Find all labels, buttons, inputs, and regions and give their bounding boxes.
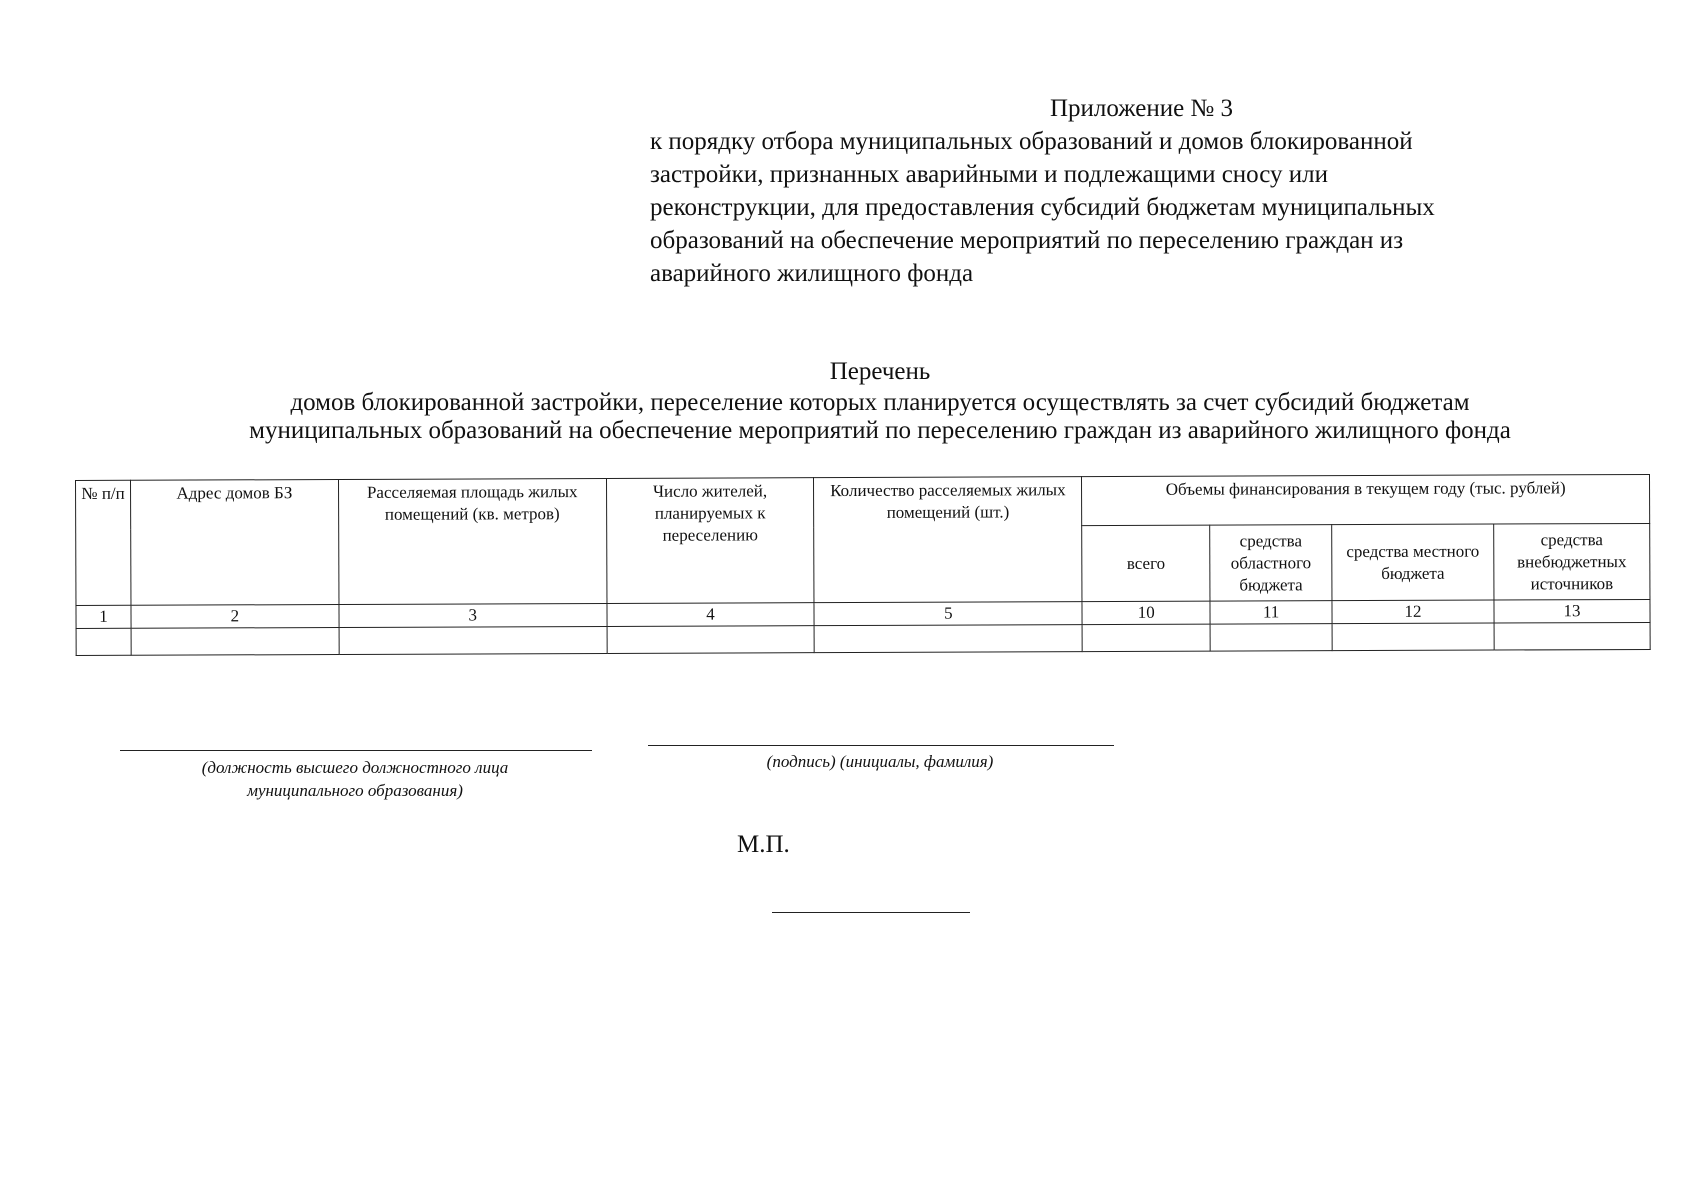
table-cell <box>339 626 607 654</box>
list-subtitle-line-2: муниципальных образований на обеспечение мероприятий по переселению граждан из аварийного жилищного фонда <box>249 417 1511 444</box>
table-cell <box>1210 624 1332 651</box>
table-header-row <box>76 474 1650 529</box>
appendix-line-4: образований на обеспечение мероприятий по переселению граждан из <box>650 227 1404 254</box>
header-regional-budget: средства областного бюджета <box>1210 525 1332 601</box>
header-total: всего <box>1082 525 1210 601</box>
table-cell <box>1332 623 1494 651</box>
appendix-line-5: аварийного жилищного фонда <box>650 260 974 287</box>
table-row <box>76 622 1650 655</box>
signature-line <box>648 745 1114 746</box>
header-premises: Количество расселяемых жилых помещений (шт.) <box>814 477 1082 603</box>
column-number: 5 <box>814 602 1082 626</box>
column-number: 13 <box>1494 599 1650 623</box>
signature-caption: (подпись) (инициалы, фамилия) <box>766 752 994 771</box>
appendix-title: Приложение № 3 <box>1050 95 1234 122</box>
table-cell <box>815 625 1083 653</box>
houses-table <box>75 474 1651 656</box>
table-cell <box>76 628 131 655</box>
column-number: 11 <box>1210 601 1332 624</box>
stamp-place: М.П. <box>737 831 790 858</box>
appendix-line-3: реконструкции, для предоставления субсидий бюджетам муниципальных <box>650 194 1435 221</box>
position-caption: (должность высшего должностного лица муниципального образования) <box>201 758 509 800</box>
header-local-budget: средства местного бюджета <box>1332 524 1494 601</box>
column-number: 1 <box>76 605 131 628</box>
header-residents: Число жителей, планируемых к переселению <box>606 478 814 604</box>
column-number: 10 <box>1082 601 1210 624</box>
table-cell <box>1494 622 1650 650</box>
table-cell <box>131 627 339 655</box>
closing-line <box>772 912 970 913</box>
header-area: Расселяемая площадь жилых помещений (кв. метров) <box>338 478 606 604</box>
column-number: 4 <box>607 603 815 627</box>
header-extrabudget: средства внебюджетных источников <box>1494 523 1650 600</box>
header-address: Адрес домов БЗ <box>130 479 338 605</box>
column-number: 2 <box>131 604 339 628</box>
header-financing: Объемы финансирования в текущем году (тыс. рублей) <box>1082 474 1650 525</box>
appendix-line-2: застройки, признанных аварийными и подлежащими сносу или <box>650 161 1329 188</box>
appendix-line-1: к порядку отбора муниципальных образований и домов блокированной <box>650 128 1413 155</box>
table-cell <box>607 626 815 654</box>
list-title: Перечень <box>829 358 931 385</box>
list-subtitle-line-1: домов блокированной застройки, переселение которых планируется осуществлять за счет субсидий бюджетам <box>290 389 1470 416</box>
table-cell <box>1082 624 1210 651</box>
appendix-header <box>650 92 1550 290</box>
header-num: № п/п <box>76 480 131 605</box>
column-number: 12 <box>1332 600 1494 624</box>
column-number: 3 <box>339 603 607 627</box>
position-signature-line <box>120 750 592 751</box>
